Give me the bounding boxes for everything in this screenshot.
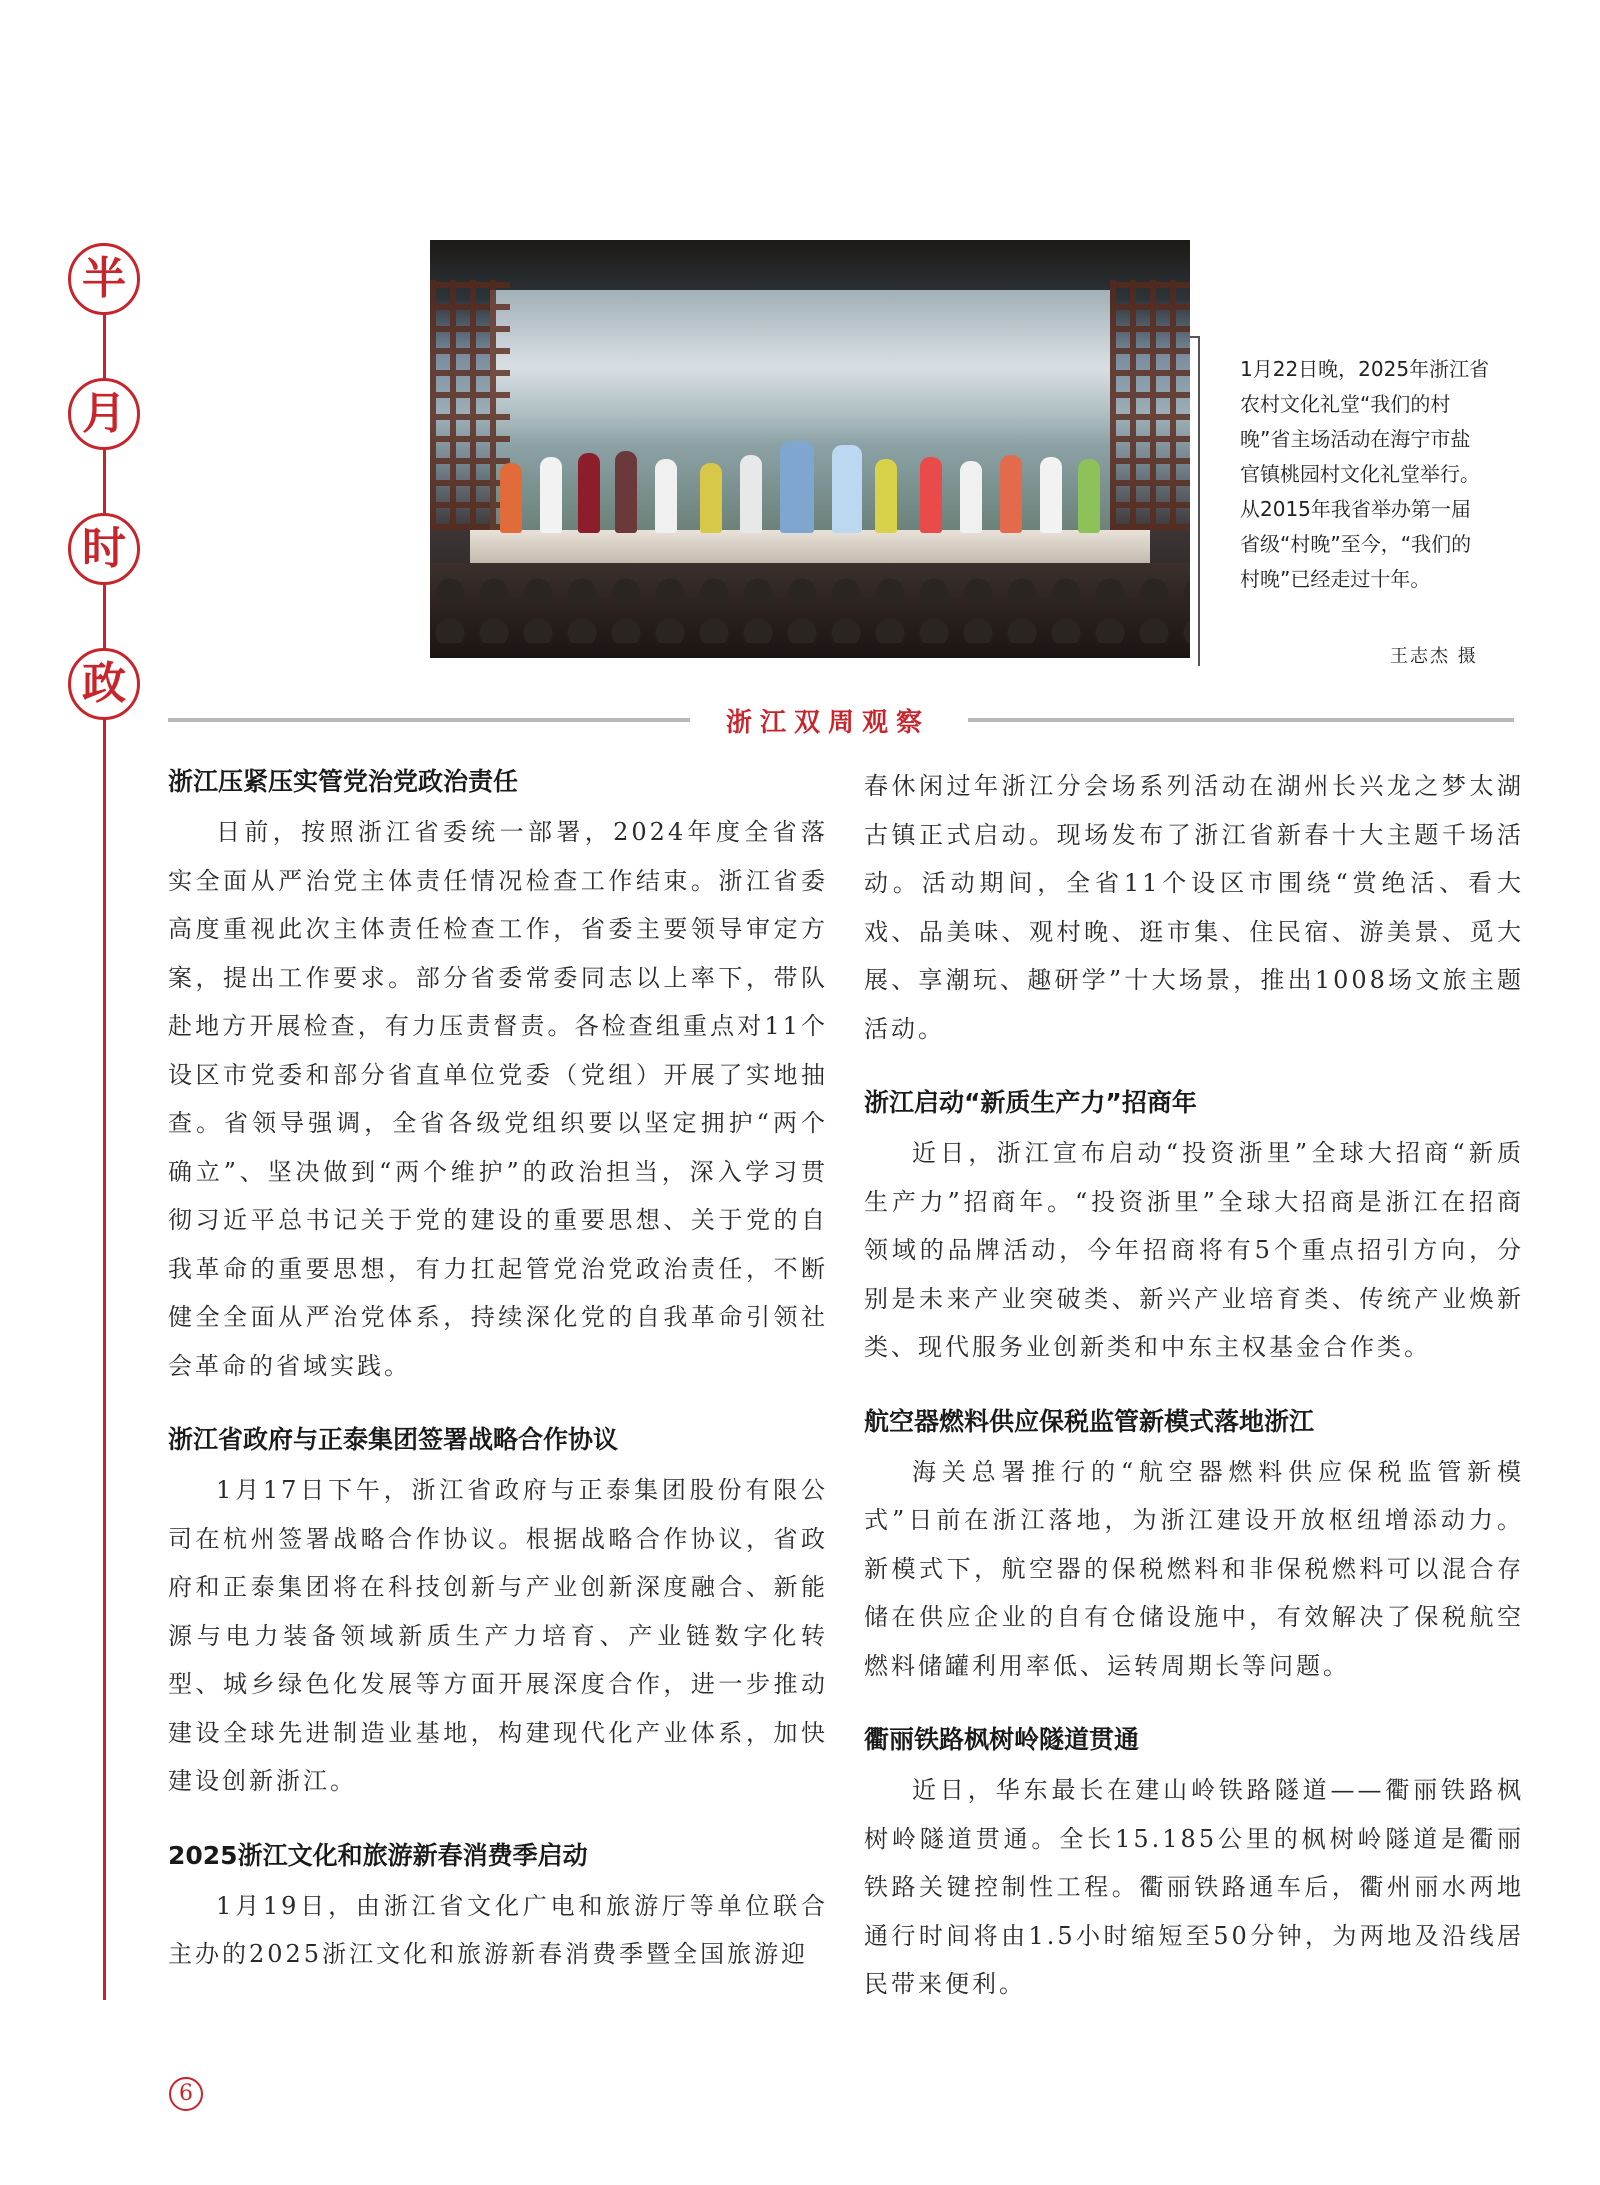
article-headline: 航空器燃料供应保税监管新模式落地浙江: [864, 1406, 1315, 1436]
page-number: 6: [169, 2077, 203, 2111]
article-headline: 浙江压紧压实管党治党政治责任: [168, 767, 519, 796]
article-body: 春休闲过年浙江分会场系列活动在湖州长兴龙之梦太湖古镇正式启动。现场发布了浙江省新春十大主题千场活动。活动期间，全省11个设区市围绕“赏绝活、看大戏、品美味、观村晚、逛市集、住民宿、游美景、觅大展、享潮玩、趣研学”十大场景，推出1008场文旅主题活动。: [864, 772, 1524, 1043]
article-body: 1月17日下午，浙江省政府与正泰集团股份有限公司在杭州签署战略合作协议。根据战略合作协议，省政府和正泰集团将在科技创新与产业创新深度融合、新能源与电力装备领域新质生产力培育、产业链数字化转型、城乡绿色化发展等方面开展深度合作，进一步推动建设全球先进制造业基地，构建现代化产业体系，加快建设创新浙江。: [168, 1476, 828, 1795]
photo-credit: 王志杰 摄: [1390, 646, 1478, 667]
left-column: [168, 762, 828, 2009]
caption-frame: [1198, 336, 1200, 666]
article-body: 日前，按照浙江省委统一部署，2024年度全省落实全面从严治党主体责任情况检查工作结束。浙江省委高度重视此次主体责任检查工作，省委主要领导审定方案，提出工作要求。部分省委常委同志以上率下，带队赴地方开展检查，有力压责督责。各检查组重点对11个设区市党委和部分省直单位党委（党组）开展了实地抽查。省领导强调，全省各级党组织要以坚定拥护“两个确立”、坚决做到“两个维护”的政治担当，深入学习贯彻习近平总书记关于党的建设的重要思想、关于党的自我革命的重要思想，有力扛起管党治党政治责任，不断健全全面从严治党体系，持续深化党的自我革命引领社会革命的省域实践。: [168, 818, 828, 1380]
news-article: [168, 1836, 828, 1979]
article-headline: 浙江省政府与正泰集团签署战略合作协议: [168, 1425, 619, 1454]
section-title: 浙江双周观察: [725, 708, 930, 738]
article-headline: 2025浙江文化和旅游新春消费季启动: [168, 1840, 588, 1870]
column-name-char: 政: [68, 648, 140, 720]
article-body: 近日，浙江宣布启动“投资浙里”全球大招商“新质生产力”招商年。“投资浙里”全球大招商是浙江在招商领域的品牌活动，今年招商将有5个重点招引方向，分别是未来产业突破类、新兴产业培育类、传统产业焕新类、现代服务业创新类和中东主权基金合作类。: [864, 1139, 1524, 1361]
news-article: [864, 1402, 1524, 1691]
article-body: 近日，华东最长在建山岭铁路隧道——衢丽铁路枫树岭隧道贯通。全长15.185公里的枫树岭隧道是衢丽铁路关键控制性工程。衢丽铁路通车后，衢州丽水两地通行时间将由1.5小时缩短至50分钟，为两地及沿线居民带来便利。: [864, 1776, 1524, 1998]
news-article: [168, 1420, 828, 1806]
stage-photo: [430, 240, 1190, 658]
news-article-continued: [864, 762, 1524, 1053]
column-name-char: 半: [68, 243, 140, 315]
news-article: [864, 1083, 1524, 1372]
article-body: 海关总署推行的“航空器燃料供应保税监管新模式”日前在浙江落地，为浙江建设开放枢纽增添动力。新模式下，航空器的保税燃料和非保税燃料可以混合存储在供应企业的自有仓储设施中，有效解决了保税航空燃料储罐利用率低、运转周期长等问题。: [864, 1457, 1524, 1680]
photo-caption: 1月22日晚，2025年浙江省农村文化礼堂“我们的村晚”省主场活动在海宁市盐官镇桃园村文化礼堂举行。从2015年我省举办第一届省级“村晚”至今，“我们的村晚”已经走过十年。: [1240, 357, 1490, 591]
news-article: [168, 762, 828, 1390]
article-headline: 浙江启动“新质生产力”招商年: [864, 1088, 1197, 1117]
section-divider: [968, 718, 1514, 722]
news-article: [864, 1720, 1524, 2009]
column-name-char: 月: [68, 378, 140, 450]
section-divider: [168, 718, 690, 722]
right-column: [864, 762, 1524, 2039]
article-body: 1月19日，由浙江省文化广电和旅游厅等单位联合主办的2025浙江文化和旅游新春消费季暨全国旅游迎: [168, 1891, 828, 1968]
column-name-char: 时: [68, 513, 140, 585]
article-headline: 衢丽铁路枫树岭隧道贯通: [864, 1725, 1140, 1754]
